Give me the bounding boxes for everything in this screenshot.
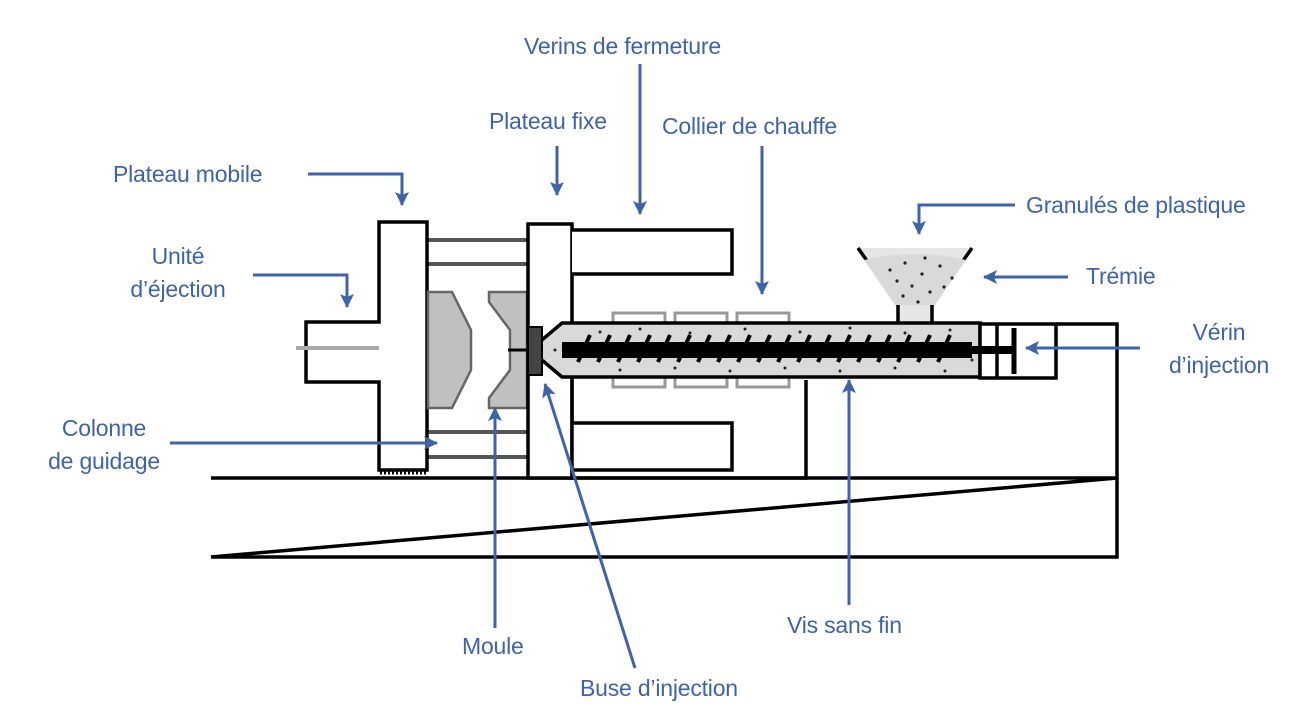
label-verin-injection (1150, 316, 1288, 382)
closing-cylinder-top (572, 230, 732, 274)
arrow-plateau-mobile (308, 174, 402, 205)
label-tremie: Trémie (1086, 263, 1156, 289)
label-unite-ejection-line1: Unité (151, 243, 205, 269)
mould-half-moving (428, 292, 471, 408)
arrow-unite-ejection (253, 275, 347, 307)
label-vis-sans-fin: Vis sans fin (787, 612, 902, 638)
plastic-granules (864, 254, 966, 305)
label-colonne-line2: de guidage (48, 448, 160, 474)
label-colonne-line1: Colonne (61, 415, 147, 441)
label-collier-chauffe: Collier de chauffe (662, 113, 837, 139)
label-unite-ejection-line2: d’éjection (130, 276, 226, 302)
label-plateau-mobile: Plateau mobile (113, 161, 263, 187)
arrow-granules (919, 205, 1015, 234)
label-unite-ejection (112, 240, 244, 306)
closing-cylinder-bottom (572, 423, 732, 470)
label-verins-fermeture: Verins de fermeture (524, 33, 721, 59)
label-buse-injection: Buse d’injection (580, 675, 738, 701)
label-granules: Granulés de plastique (1026, 192, 1246, 218)
label-moule: Moule (462, 633, 524, 659)
nozzle (528, 327, 542, 375)
label-verin-injection-line1: Vérin (1192, 319, 1246, 345)
label-colonne-guidage (28, 412, 180, 478)
label-verin-injection-line2: d’injection (1168, 352, 1270, 378)
label-plateau-fixe: Plateau fixe (489, 108, 607, 134)
